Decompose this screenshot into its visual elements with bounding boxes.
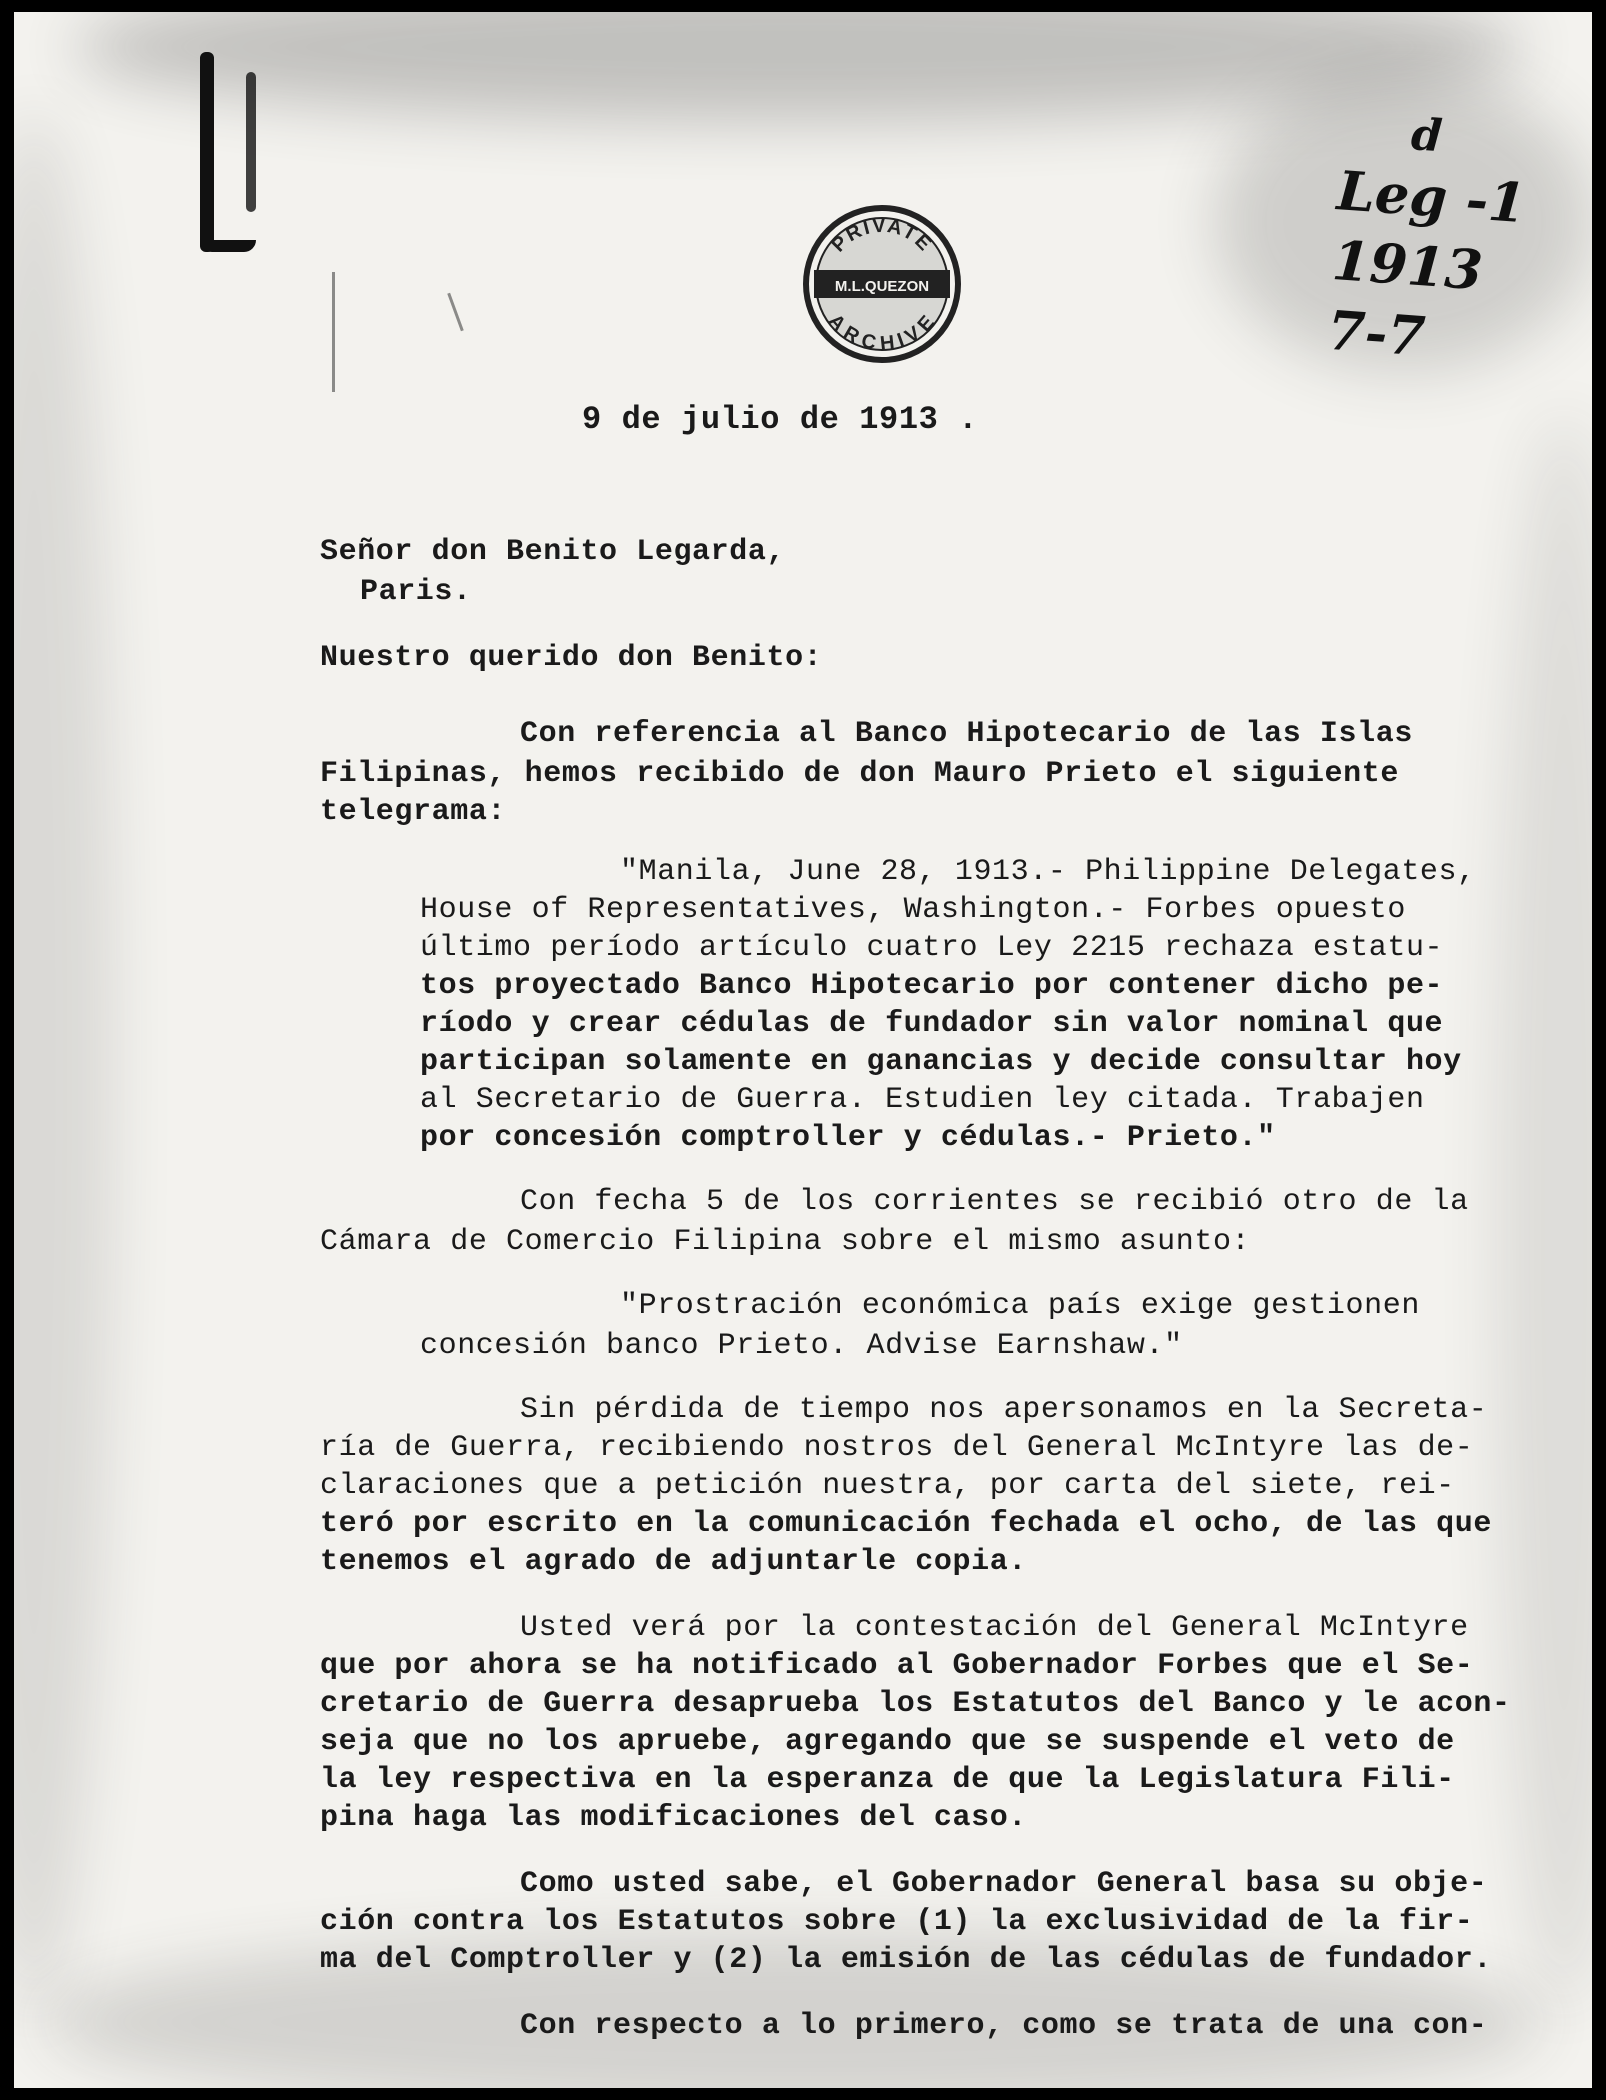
text-line: Con fecha 5 de los corrientes se recibió otro de la: [520, 1185, 1469, 1219]
salutation: Nuestro querido don Benito:: [320, 641, 823, 675]
handwritten-note: [1325, 105, 1543, 378]
stamp-bottom-text: ARCHIVE: [823, 310, 941, 356]
text-line: Como usted sabe, el Gobernador General basa su obje-: [520, 1867, 1488, 1901]
stamp-middle-text: M.L.QUEZON: [834, 278, 930, 295]
recipient-name: Señor don Benito Legarda,: [320, 535, 786, 569]
text-line: "Manila, June 28, 1913.- Philippine Delegates,: [620, 855, 1476, 889]
text-line: pina haga las modificaciones del caso.: [320, 1801, 1027, 1835]
text-line: teró por escrito en la comunicación fechada el ocho, de las que: [320, 1507, 1492, 1541]
binder-clip-mark-2: [246, 72, 256, 212]
text-line: Con respecto a lo primero, como se trata de una con-: [520, 2009, 1488, 2043]
text-line: House of Representatives, Washington.- Forbes opuesto: [420, 893, 1406, 927]
text-line: la ley respectiva en la esperanza de que la Legislatura Fili-: [320, 1763, 1455, 1797]
text-line: telegrama:: [320, 795, 507, 829]
document-page: [14, 12, 1592, 2088]
binder-clip-mark: [200, 52, 214, 252]
handwritten-line: 7-7: [1325, 297, 1428, 369]
text-line: Cámara de Comercio Filipina sobre el mismo asunto:: [320, 1225, 1251, 1259]
recipient-city: Paris.: [360, 575, 472, 609]
text-line: Usted verá por la contestación del General McIntyre: [520, 1611, 1469, 1645]
text-line: seja que no los apruebe, agregando que se suspende el veto de: [320, 1725, 1455, 1759]
letter-date: 9 de julio de 1913 .: [582, 401, 979, 438]
text-line: por concesión comptroller y cédulas.- Prieto.": [420, 1121, 1276, 1155]
text-line: concesión banco Prieto. Advise Earnshaw.": [420, 1329, 1183, 1363]
text-line: tos proyectado Banco Hipotecario por contener dicho pe-: [420, 969, 1444, 1003]
text-line: ma del Comptroller y (2) la emisión de las cédulas de fundador.: [320, 1943, 1492, 1977]
text-line: Con referencia al Banco Hipotecario de las Islas: [520, 717, 1413, 751]
text-line: ción contra los Estatutos sobre (1) la exclusividad de la fir-: [320, 1905, 1474, 1939]
text-line: cretario de Guerra desaprueba los Estatutos del Banco y le acon-: [320, 1687, 1511, 1721]
text-line: participan solamente en ganancias y decide consultar hoy: [420, 1045, 1462, 1079]
text-line: que por ahora se ha notificado al Gobernador Forbes que el Se-: [320, 1649, 1474, 1683]
handwritten-line: d: [1409, 109, 1444, 163]
handwritten-line: Leg -1: [1335, 158, 1529, 236]
text-line: ríodo y crear cédulas de fundador sin valor nominal que: [420, 1007, 1444, 1041]
stamp-top-text: PRIVATE: [827, 214, 937, 257]
text-line: claraciones que a petición nuestra, por carta del siete, rei-: [320, 1469, 1455, 1503]
text-line: tenemos el agrado de adjuntarle copia.: [320, 1545, 1027, 1579]
text-line: al Secretario de Guerra. Estudien ley citada. Trabajen: [420, 1083, 1425, 1117]
text-line: Filipinas, hemos recibido de don Mauro Prieto el siguiente: [320, 757, 1399, 791]
handwritten-line: 1913: [1330, 228, 1485, 303]
text-line: ría de Guerra, recibiendo nostros del General McIntyre las de-: [320, 1431, 1474, 1465]
text-line: último período artículo cuatro Ley 2215 rechaza estatu-: [420, 931, 1444, 965]
text-line: "Prostración económica país exige gestionen: [620, 1289, 1420, 1323]
archive-stamp: [800, 202, 964, 366]
text-line: Sin pérdida de tiempo nos apersonamos en la Secreta-: [520, 1393, 1488, 1427]
